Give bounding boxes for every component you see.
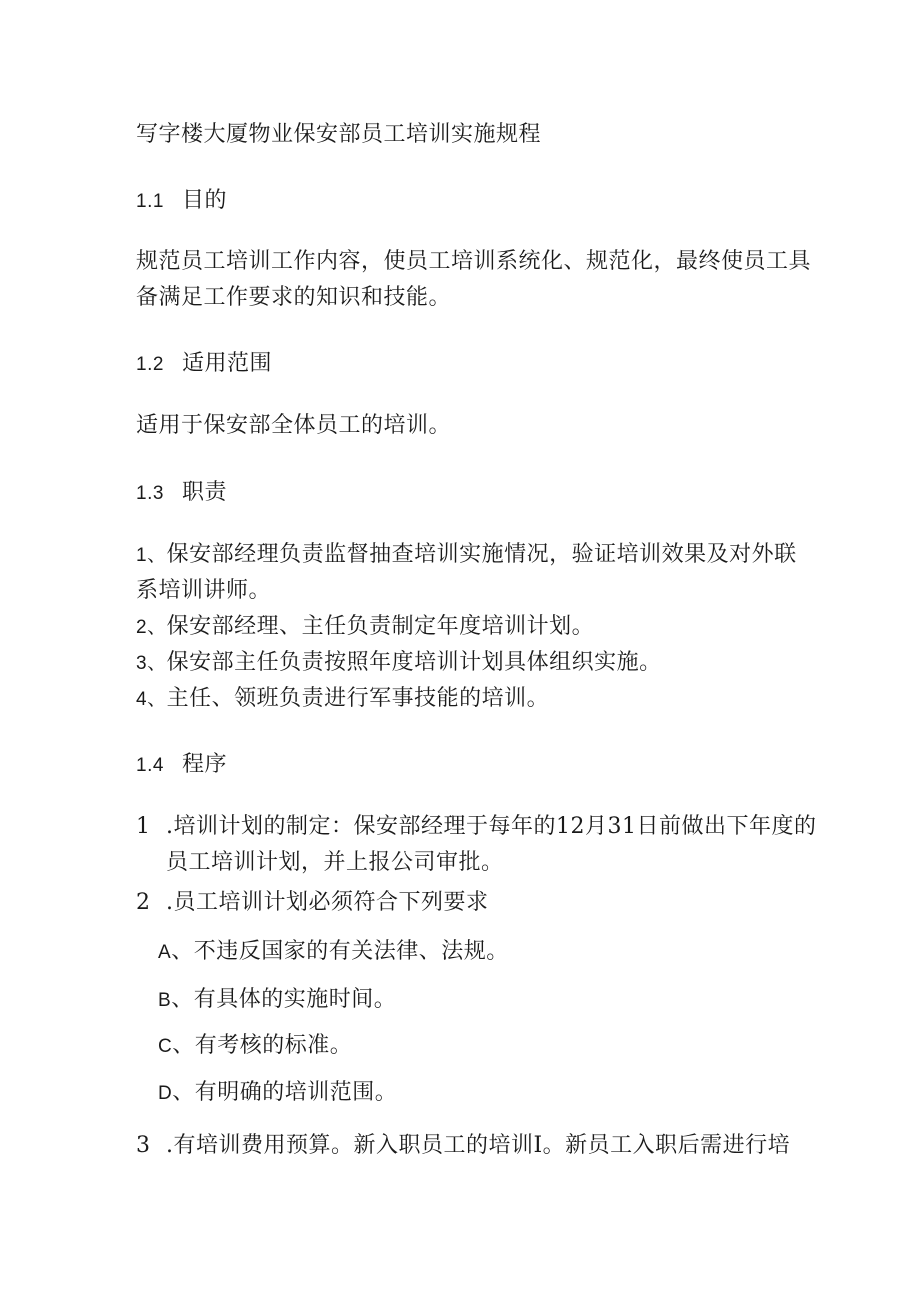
procedure-number: 1 (136, 814, 151, 839)
procedure-text: .员工培训计划必须符合下列要求 (166, 890, 489, 915)
duty-item-2 (136, 612, 594, 643)
requirement-letter: C (158, 1036, 173, 1057)
requirement-letter: D (158, 1083, 173, 1104)
section-number: 1.1 (136, 191, 164, 212)
procedure-item-1-continuation: 员工培训计划，并上报公司审批。 (166, 850, 504, 875)
duty-item-1 (136, 540, 797, 571)
duty-text: 主任、领班负责进行军事技能的培训。 (166, 686, 550, 711)
requirement-text: 、有明确的培训范围。 (172, 1080, 398, 1105)
duty-text: 保安部经理、主任负责制定年度培训计划。 (166, 614, 595, 639)
requirement-letter: A (158, 942, 172, 963)
duty-number: 4、 (136, 689, 167, 710)
section-heading-duties (136, 478, 227, 509)
purpose-paragraph-line-1: 规范员工培训工作内容，使员工培训系统化、规范化，最终使员工具 (136, 249, 812, 274)
duty-text: 保安部经理负责监督抽查培训实施情况，验证培训效果及对外联 (166, 542, 797, 567)
duty-number: 2、 (136, 617, 167, 638)
section-number: 1.3 (136, 483, 164, 504)
duty-item-4 (136, 684, 549, 715)
section-number: 1.2 (136, 354, 164, 375)
section-heading-scope (136, 349, 272, 380)
requirement-letter: B (158, 990, 172, 1011)
procedure-number: 3 (136, 1133, 151, 1158)
duty-text: 保安部主任负责按照年度培训计划具体组织实施。 (166, 650, 662, 675)
requirement-item-c (158, 1031, 352, 1062)
procedure-item-1 (136, 812, 816, 842)
procedure-number: 2 (136, 890, 151, 915)
section-heading-purpose (136, 186, 227, 217)
requirement-text: 、有具体的实施时间。 (171, 987, 397, 1012)
section-title: 适用范围 (182, 351, 273, 376)
purpose-paragraph-line-2: 备满足工作要求的知识和技能。 (136, 285, 452, 310)
section-title: 目的 (182, 188, 228, 213)
duty-item-3 (136, 648, 662, 679)
duty-item-1-continuation: 系培训讲师。 (136, 578, 272, 603)
scope-paragraph: 适用于保安部全体员工的培训。 (136, 413, 452, 438)
section-number: 1.4 (136, 755, 164, 776)
duty-number: 1、 (136, 545, 167, 566)
procedure-text: .有培训费用预算。新入职员工的培训I。新员工入职后需进行培 (166, 1133, 791, 1158)
requirement-item-a (158, 937, 509, 968)
section-title: 程序 (182, 752, 228, 777)
procedure-text: .培训计划的制定：保安部经理于每年的12月31日前做出下年度的 (166, 814, 817, 839)
requirement-item-d (158, 1078, 397, 1109)
requirement-text: 、有考核的标准。 (172, 1033, 353, 1058)
section-heading-procedure (136, 750, 227, 781)
procedure-item-2 (136, 888, 489, 918)
section-title: 职责 (182, 480, 228, 505)
requirement-text: 、不违反国家的有关法律、法规。 (171, 939, 509, 964)
document-title: 写字楼大厦物业保安部员工培训实施规程 (136, 122, 542, 147)
requirement-item-b (158, 985, 396, 1016)
procedure-item-3 (136, 1131, 790, 1161)
duty-number: 3、 (136, 653, 167, 674)
